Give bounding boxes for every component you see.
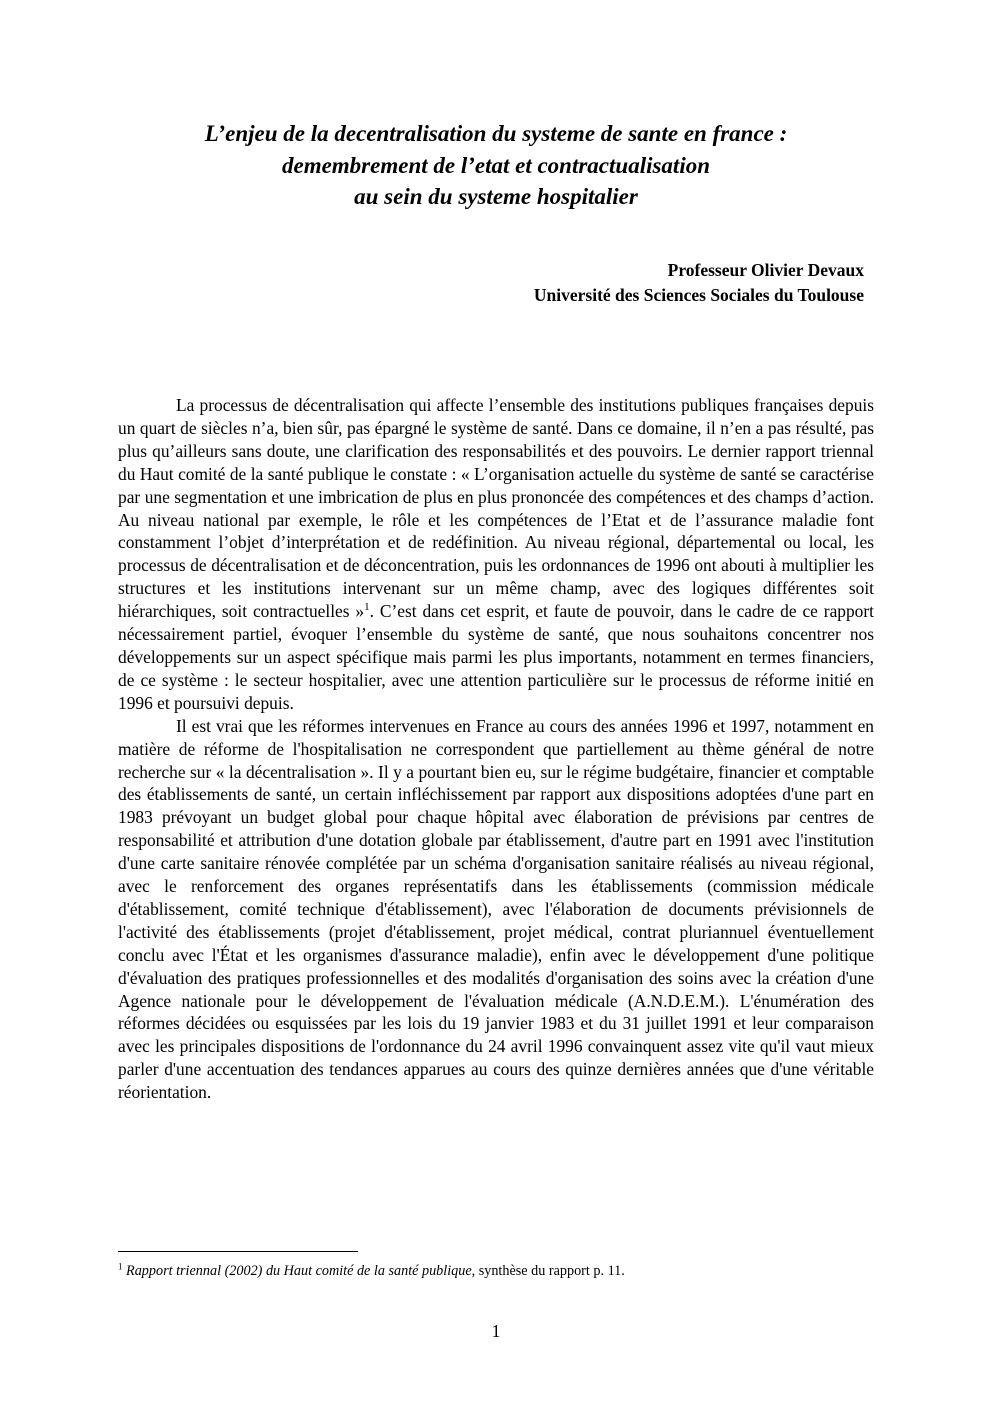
title-line-1: L’enjeu de la decentralisation du systeme de sante en france : <box>204 121 788 146</box>
page-number: 1 <box>491 1321 501 1341</box>
paragraph-1 <box>118 394 874 715</box>
title-line-3: au sein du systeme hospitalier <box>354 184 638 209</box>
footnote-reference: 1 <box>364 601 370 614</box>
author-name: Professeur Olivier Devaux <box>667 260 864 280</box>
title-line-2: demembrement de l’etat et contractualisation <box>281 152 710 178</box>
author-block <box>534 258 864 307</box>
author-affiliation: Université des Sciences Sociales du Toulouse <box>533 284 864 305</box>
footnote-source-title: Rapport triennal (2002) du Haut comité de la santé publique <box>126 1263 472 1279</box>
footnote <box>118 1262 874 1280</box>
footnote-separator <box>118 1251 358 1252</box>
article-title <box>100 118 892 213</box>
footnote-number: 1 <box>118 1261 123 1272</box>
body-text <box>118 394 874 1104</box>
paragraph-2: Il est vrai que les réformes intervenues en France au cours des années 1996 et 1997, notamment en matière de réforme de l'hospitalisation ne correspondent que partiellement au thème général de notre recherche sur « la décentralisation ». Il y a pourtant bien eu, sur le régime budgétaire, financier et comptable des établissements de santé, un certain infléchissement par rapport aux dispositions adoptées d'une part en 1983 prévoyant un budget global pour chaque hôpital avec élaboration de prévisions par centres de responsabilité et attribution d'une dotation globale par établissement, d'autre part en 1991 avec l'institution d'une carte sanitaire rénovée complétée par un schéma d'organisation sanitaire réalisés au niveau régional, avec le renforcement des organes représentatifs dans les établissements (commission médicale d'établissement, comité technique d'établissement), avec l'élaboration de documents prévisionnels de l'activité des établissements (projet d'établissement, projet médical, contrat pluriannuel éventuellement conclu avec l'État et les organismes d'assurance maladie), enfin avec le développement d'une politique d'évaluation des pratiques professionnelles et des modalités d'organisation des soins avec la création d'une Agence nationale pour le développement de l'évaluation médicale (A.N.D.E.M.). L'énumération des réformes décidées ou esquissées par les lois du 19 janvier 1983 et du 31 juillet 1991 et leur comparaison avec les principales dispositions de l'ordonnance du 24 avril 1996 convainquent assez vite qu'il vaut mieux parler d'une accentuation des tendances apparues au cours des quinze dernières années que d'une véritable réorientation. <box>118 715 874 1103</box>
paragraph-1-part-a: La processus de décentralisation qui affecte l’ensemble des institutions publiques françaises depuis un quart de siècles n’a, bien sûr, pas épargné le système de santé. Dans ce domaine, il n’en a pas résulté, pas plus qu’ailleurs sans doute, une clarification des responsabilités et des pouvoirs. Le dernier rapport triennal du Haut comité de la santé publique le constate : « L’organisation actuelle du système de santé se caractérise par une segmentation et une imbrication de plus en plus prononcée des compétences et des champs d’action. Au niveau national par exemple, le rôle et les compétences de l’Etat et de l’assurance maladie font constamment l’objet d’interprétation et de redéfinition. Au niveau régional, départemental ou local, les processus de décentralisation et de déconcentration, puis les ordonnances de 1996 ont abouti à multiplier les structures et les institutions intervenant sur un même champ, avec des logiques différentes soit hiérarchiques, soit contractuelles » <box>118 395 874 622</box>
paragraph-1-part-b: . C’est dans cet esprit, et faute de pouvoir, dans le cadre de ce rapport nécessairement partiel, évoquer l’ensemble du système de santé, que nous souhaitons concentrer nos développements sur un aspect spécifique mais parmi les plus importants, notamment en termes financiers, de ce système : le secteur hospitalier, avec une attention particulière sur le processus de réforme initié en 1996 et poursuivi depuis. <box>118 601 874 713</box>
footnote-rest: , synthèse du rapport p. 11. <box>471 1263 625 1279</box>
